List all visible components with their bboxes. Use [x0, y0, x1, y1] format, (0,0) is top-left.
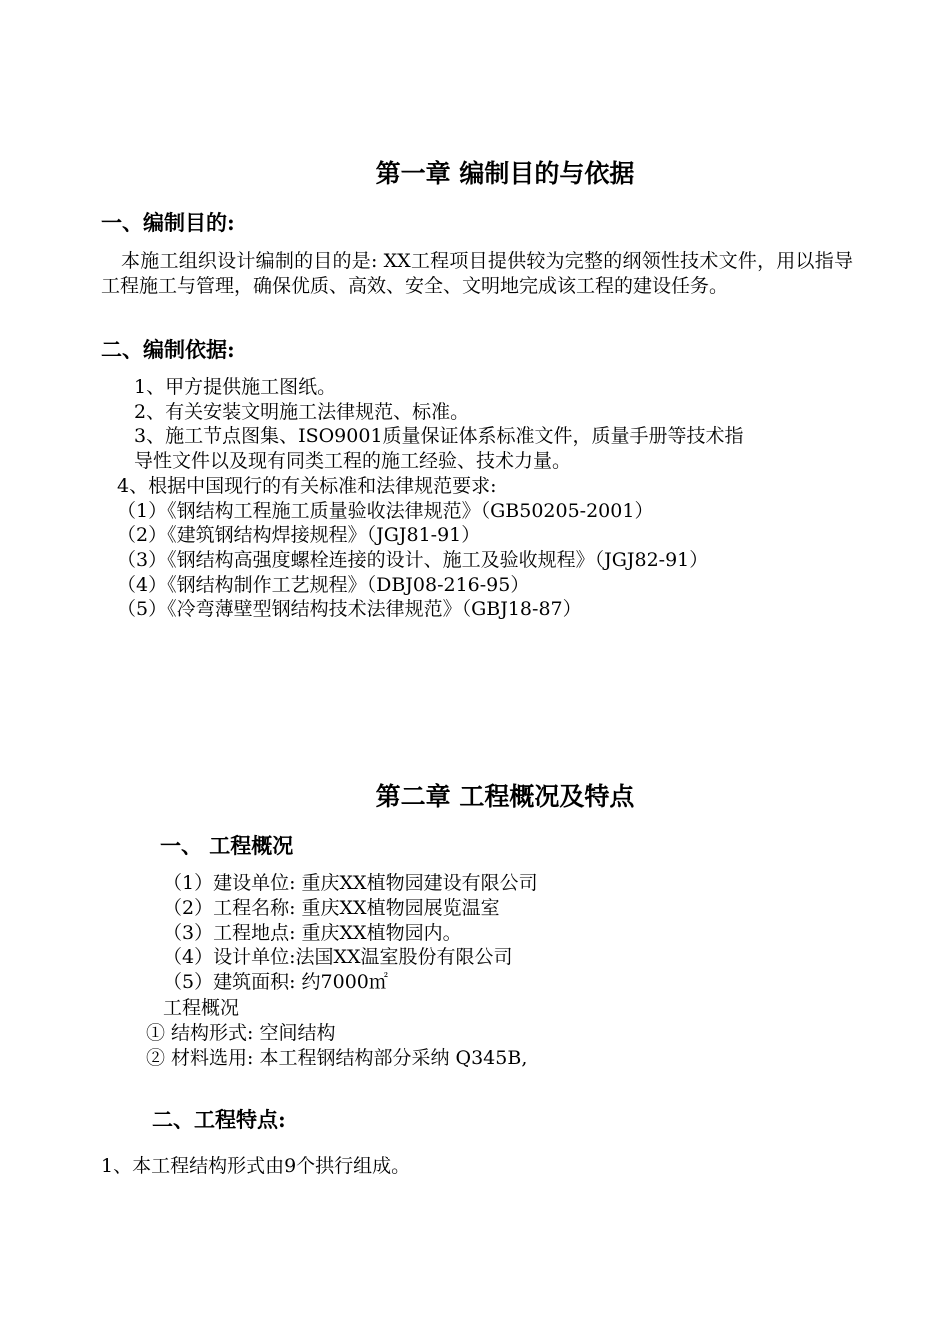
- chapter-1-title: 第一章 编制目的与依据: [375, 159, 635, 188]
- purpose-paragraph: 本施工组织设计编制的目的是: XX工程项目提供较为完整的纲领性技术文件，用以指导工程施工与管理，确保优质、高效、安全、文明地完成该工程的建设任务。: [101, 250, 853, 297]
- basis-item-1: 1、甲方提供施工图纸。: [134, 376, 337, 398]
- material-item: ② 材料选用: 本工程钢结构部分采纳 Q345B,: [146, 1047, 528, 1069]
- standard-item: （1）《钢结构工程施工质量验收法律规范》（GB50205-2001）: [117, 500, 654, 522]
- section-heading-features: 二、工程特点:: [152, 1107, 286, 1132]
- basis-item-2: 2、有关安装文明施工法律规范、标准。: [134, 401, 470, 423]
- standard-item: （3）《钢结构高强度螺栓连接的设计、施工及验收规程》（JGJ82-91）: [117, 549, 709, 571]
- feature-item-1: 1、本工程结构形式由9个拱行组成。: [101, 1155, 411, 1177]
- overview-item: （3）工程地点: 重庆XX植物园内。: [163, 922, 462, 944]
- overview-item: （4）设计单位:法国XX温室股份有限公司: [163, 946, 513, 968]
- section-heading-purpose: 一、编制目的:: [101, 210, 235, 235]
- basis-item-4: 4、根据中国现行的有关标准和法律规范要求:: [117, 475, 497, 497]
- section-heading-overview: 一、 工程概况: [160, 833, 294, 858]
- basis-item-3-line-2: 导性文件以及现有同类工程的施工经验、技术力量。: [134, 450, 572, 472]
- overview-item: （2）工程名称: 重庆XX植物园展览温室: [163, 897, 500, 919]
- overview-subheading: 工程概况: [163, 997, 240, 1019]
- overview-item: （1）建设单位: 重庆XX植物园建设有限公司: [163, 872, 538, 894]
- standard-item: （2）《建筑钢结构焊接规程》（JGJ81-91）: [117, 524, 481, 546]
- structure-form-item: ① 结构形式: 空间结构: [146, 1022, 336, 1044]
- overview-item: （5）建筑面积: 约7000㎡: [163, 971, 388, 993]
- standard-item: （4）《钢结构制作工艺规程》（DBJ08-216-95）: [117, 574, 530, 596]
- section-heading-basis: 二、编制依据:: [101, 337, 235, 362]
- standard-item: （5）《冷弯薄壁型钢结构技术法律规范》（GBJ18-87）: [117, 598, 582, 620]
- basis-item-3-line-1: 3、施工节点图集、ISO9001质量保证体系标准文件，质量手册等技术指: [134, 425, 744, 447]
- chapter-2-title: 第二章 工程概况及特点: [375, 782, 635, 811]
